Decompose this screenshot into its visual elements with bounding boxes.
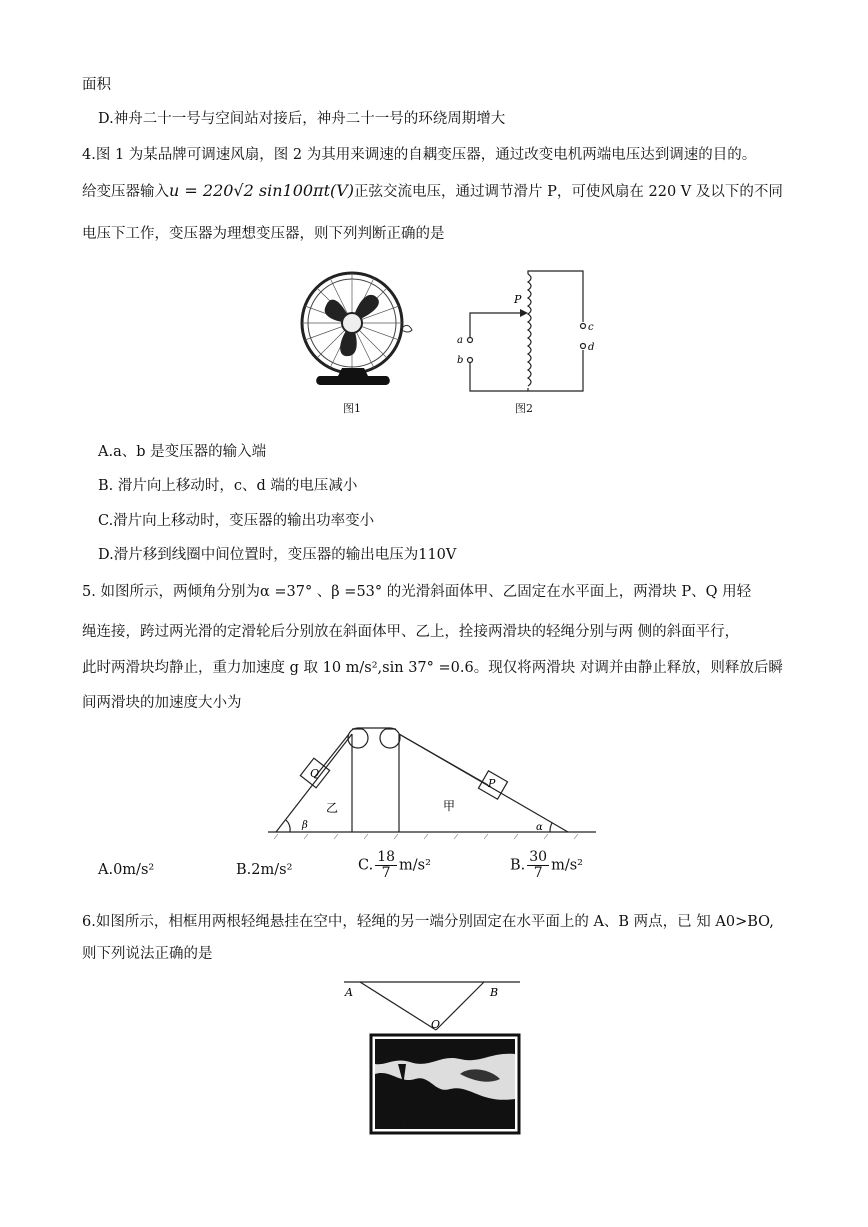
q4-option-b: B. 滑片向上移动时，c、d 端的电压减小 — [98, 478, 358, 494]
q4-stem-post: 正弦交流电压，通过调节滑片 P，可使风扇在 220 V 及以下的不同 — [354, 184, 783, 200]
q4-stem-line2 — [82, 180, 783, 201]
q3-option-d: D.神舟二十一号与空间站对接后，神舟二十一号的环绕周期增大 — [98, 111, 506, 127]
q5-option-c-fraction: $\frac{18}{7}$ — [377, 849, 396, 881]
fan-figure — [290, 268, 420, 390]
label-c: c — [588, 322, 594, 333]
q4-option-c: C.滑片向上移动时，变压器的输出功率变小 — [98, 513, 375, 529]
label-p-block: P — [488, 777, 496, 790]
label-a-point: A — [345, 986, 353, 999]
label-a: a — [457, 335, 463, 346]
label-o-point: O — [431, 1018, 441, 1031]
q5-stem-line3: 此时两滑块均静止，重力加速度 g 取 10 m/s²,sin 37° =0.6。现仅将两滑块 对调并由静止释放，则释放后瞬 — [82, 660, 783, 676]
label-yi: 乙 — [326, 801, 339, 815]
q5-option-a: A.0m/s² — [98, 862, 155, 878]
q5-option-c-unit: m/s² — [399, 857, 431, 874]
label-alpha: α — [536, 822, 543, 833]
q5-option-d-fraction: $\frac{30}{7}$ — [529, 849, 548, 881]
label-jia: 甲 — [443, 799, 456, 813]
label-b: b — [457, 355, 464, 366]
autotransformer-figure — [452, 270, 595, 392]
q5-option-c — [358, 850, 431, 881]
q4-stem-pre: 给变压器输入 — [82, 184, 169, 200]
label-beta: β — [302, 820, 308, 831]
label-q: Q — [310, 767, 320, 780]
q4-option-d: D.滑片移到线圈中间位置时，变压器的输出电压为110V — [98, 547, 457, 563]
q4-formula: u = 220√2 sin100πt(V) — [169, 181, 355, 200]
label-d: d — [588, 342, 595, 353]
q4-stem-line1: 4.图 1 为某品牌可调速风扇，图 2 为其用来调速的自耦变压器，通过改变电机两端电压达到调速的目的。 — [82, 147, 757, 163]
q5-option-d — [510, 850, 583, 881]
continuation-text: 面积 — [82, 77, 111, 93]
q5-option-d-unit: m/s² — [551, 857, 583, 874]
q5-stem-line4: 间两滑块的加速度大小为 — [82, 695, 242, 711]
q5-option-d-prefix: B. — [510, 857, 526, 874]
q5-stem-line2: 绳连接，跨过两光滑的定滑轮后分别放在斜面体甲、乙上，拴接两滑块的轻绳分别与两 侧的斜面平行， — [82, 624, 740, 640]
q5-stem-line1: 5. 如图所示，两倾角分别为α =37° 、β =53° 的光滑斜面体甲、乙固定在水平面上，两滑块 P、Q 用轻 — [82, 584, 752, 600]
q5-option-c-prefix: C. — [358, 857, 374, 874]
q5-option-b: B.2m/s² — [236, 862, 293, 878]
hanging-frame-figure — [340, 974, 530, 1136]
q6-stem-line1: 6.如图所示，相框用两根轻绳悬挂在空中，轻绳的另一端分别固定在水平面上的 A、B 两点，已 知 A0>BO, — [82, 914, 774, 930]
q6-stem-line2: 则下列说法正确的是 — [82, 946, 213, 962]
q4-option-a: A.a、b 是变压器的输入端 — [98, 444, 267, 460]
fig1-caption: 图1 — [343, 402, 361, 415]
q4-stem-line3: 电压下工作，变压器为理想变压器，则下列判断正确的是 — [82, 226, 445, 242]
label-p: P — [514, 293, 522, 306]
incline-figure — [268, 720, 598, 840]
fig2-caption: 图2 — [515, 402, 533, 415]
label-b-point: B — [490, 986, 499, 999]
